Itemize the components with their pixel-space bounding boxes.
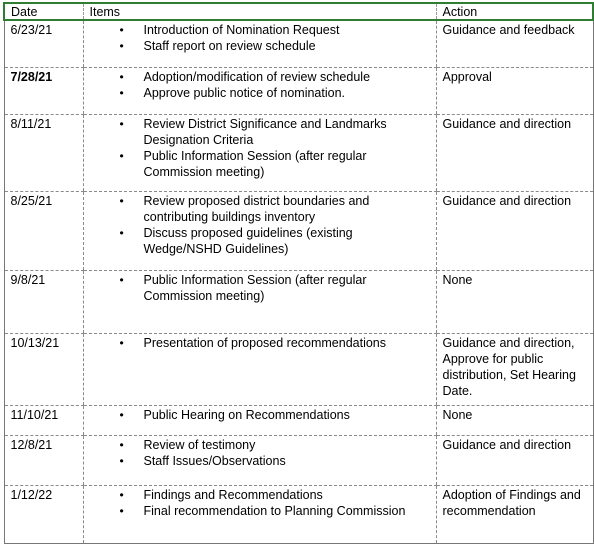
table-row bbox=[4, 20, 593, 67]
items-list bbox=[90, 22, 432, 54]
list-item bbox=[119, 193, 432, 225]
list-item bbox=[119, 69, 432, 85]
bullet-icon: • bbox=[119, 503, 124, 518]
list-item bbox=[119, 38, 432, 54]
items-list bbox=[90, 193, 432, 257]
row-items bbox=[83, 191, 436, 270]
list-item-text: Public Information Session (after regular Commission meeting) bbox=[143, 272, 367, 303]
items-list bbox=[90, 437, 432, 469]
header-items: Items bbox=[83, 3, 436, 20]
row-date: 8/11/21 bbox=[4, 114, 83, 191]
bullet-icon: • bbox=[119, 487, 124, 502]
list-item-text: Presentation of proposed recommendations bbox=[143, 335, 387, 350]
list-item bbox=[119, 85, 432, 101]
items-list bbox=[90, 116, 432, 180]
row-items bbox=[83, 67, 436, 114]
list-item bbox=[119, 148, 432, 180]
list-item bbox=[119, 437, 432, 453]
row-date: 6/23/21 bbox=[4, 20, 83, 67]
row-items bbox=[83, 435, 436, 485]
list-item-text: Review proposed district boundaries and contributing buildings inventory bbox=[143, 193, 370, 224]
table-row bbox=[4, 67, 593, 114]
bullet-icon: • bbox=[119, 453, 124, 468]
items-list bbox=[90, 272, 432, 304]
row-date: 9/8/21 bbox=[4, 270, 83, 333]
row-action: Approval bbox=[436, 67, 593, 114]
row-action: Adoption of Findings and recommendation bbox=[436, 485, 593, 543]
bullet-icon: • bbox=[119, 39, 124, 53]
bullet-icon: • bbox=[119, 69, 124, 84]
bullet-icon: • bbox=[119, 148, 124, 163]
row-action: Guidance and direction bbox=[436, 114, 593, 191]
table-row bbox=[4, 405, 593, 435]
list-item-text: Staff Issues/Observations bbox=[143, 453, 286, 468]
bullet-icon: • bbox=[119, 407, 124, 422]
list-item-text: Public Hearing on Recommendations bbox=[143, 407, 350, 422]
row-action: None bbox=[436, 405, 593, 435]
list-item bbox=[119, 22, 432, 38]
list-item bbox=[119, 335, 432, 351]
row-date: 7/28/21 bbox=[4, 67, 83, 114]
items-list bbox=[90, 335, 432, 351]
row-items bbox=[83, 405, 436, 435]
row-date: 1/12/22 bbox=[4, 485, 83, 543]
row-date: 8/25/21 bbox=[4, 191, 83, 270]
header-date: Date bbox=[4, 3, 83, 20]
list-item bbox=[119, 225, 432, 257]
row-action: Guidance and feedback bbox=[436, 20, 593, 67]
list-item-text: Approve public notice of nomination. bbox=[143, 85, 346, 100]
row-date: 11/10/21 bbox=[4, 405, 83, 435]
items-list bbox=[90, 407, 432, 423]
bullet-icon: • bbox=[119, 272, 124, 287]
table-row bbox=[4, 485, 593, 543]
list-item-text: Discuss proposed guidelines (existing Wedge/NSHD Guidelines) bbox=[143, 225, 353, 256]
list-item-text: Public Information Session (after regular Commission meeting) bbox=[143, 148, 367, 179]
header-row bbox=[4, 3, 593, 20]
list-item-text: Introduction of Nomination Request bbox=[143, 23, 340, 37]
bullet-icon: • bbox=[119, 23, 124, 37]
row-date: 10/13/21 bbox=[4, 333, 83, 405]
bullet-icon: • bbox=[119, 225, 124, 240]
bullet-icon: • bbox=[119, 85, 124, 100]
bullet-icon: • bbox=[119, 437, 124, 452]
list-item bbox=[119, 116, 432, 148]
bullet-icon: • bbox=[119, 335, 124, 350]
review-schedule-table bbox=[3, 2, 594, 544]
row-action: Guidance and direction bbox=[436, 191, 593, 270]
list-item bbox=[119, 272, 432, 304]
list-item-text: Review District Significance and Landmarks Designation Criteria bbox=[143, 116, 387, 147]
table-row bbox=[4, 191, 593, 270]
table-row bbox=[4, 333, 593, 405]
table-row bbox=[4, 435, 593, 485]
list-item-text: Final recommendation to Planning Commission bbox=[143, 503, 406, 518]
row-items bbox=[83, 333, 436, 405]
row-action: Guidance and direction bbox=[436, 435, 593, 485]
schedule-body bbox=[4, 20, 593, 543]
table-row bbox=[4, 114, 593, 191]
items-list bbox=[90, 487, 432, 519]
table-row bbox=[4, 270, 593, 333]
list-item-text: Findings and Recommendations bbox=[143, 487, 323, 502]
list-item-text: Adoption/modification of review schedule bbox=[143, 69, 371, 84]
items-list bbox=[90, 69, 432, 101]
row-items bbox=[83, 20, 436, 67]
list-item bbox=[119, 487, 432, 503]
list-item bbox=[119, 453, 432, 469]
bullet-icon: • bbox=[119, 193, 124, 208]
bullet-icon: • bbox=[119, 116, 124, 131]
row-action: Guidance and direction, Approve for public distribution, Set Hearing Date. bbox=[436, 333, 593, 405]
row-items bbox=[83, 270, 436, 333]
row-items bbox=[83, 114, 436, 191]
header-action: Action bbox=[436, 3, 593, 20]
row-date: 12/8/21 bbox=[4, 435, 83, 485]
row-items bbox=[83, 485, 436, 543]
list-item bbox=[119, 407, 432, 423]
list-item-text: Staff report on review schedule bbox=[143, 39, 316, 53]
row-action: None bbox=[436, 270, 593, 333]
list-item bbox=[119, 503, 432, 519]
list-item-text: Review of testimony bbox=[143, 437, 256, 452]
